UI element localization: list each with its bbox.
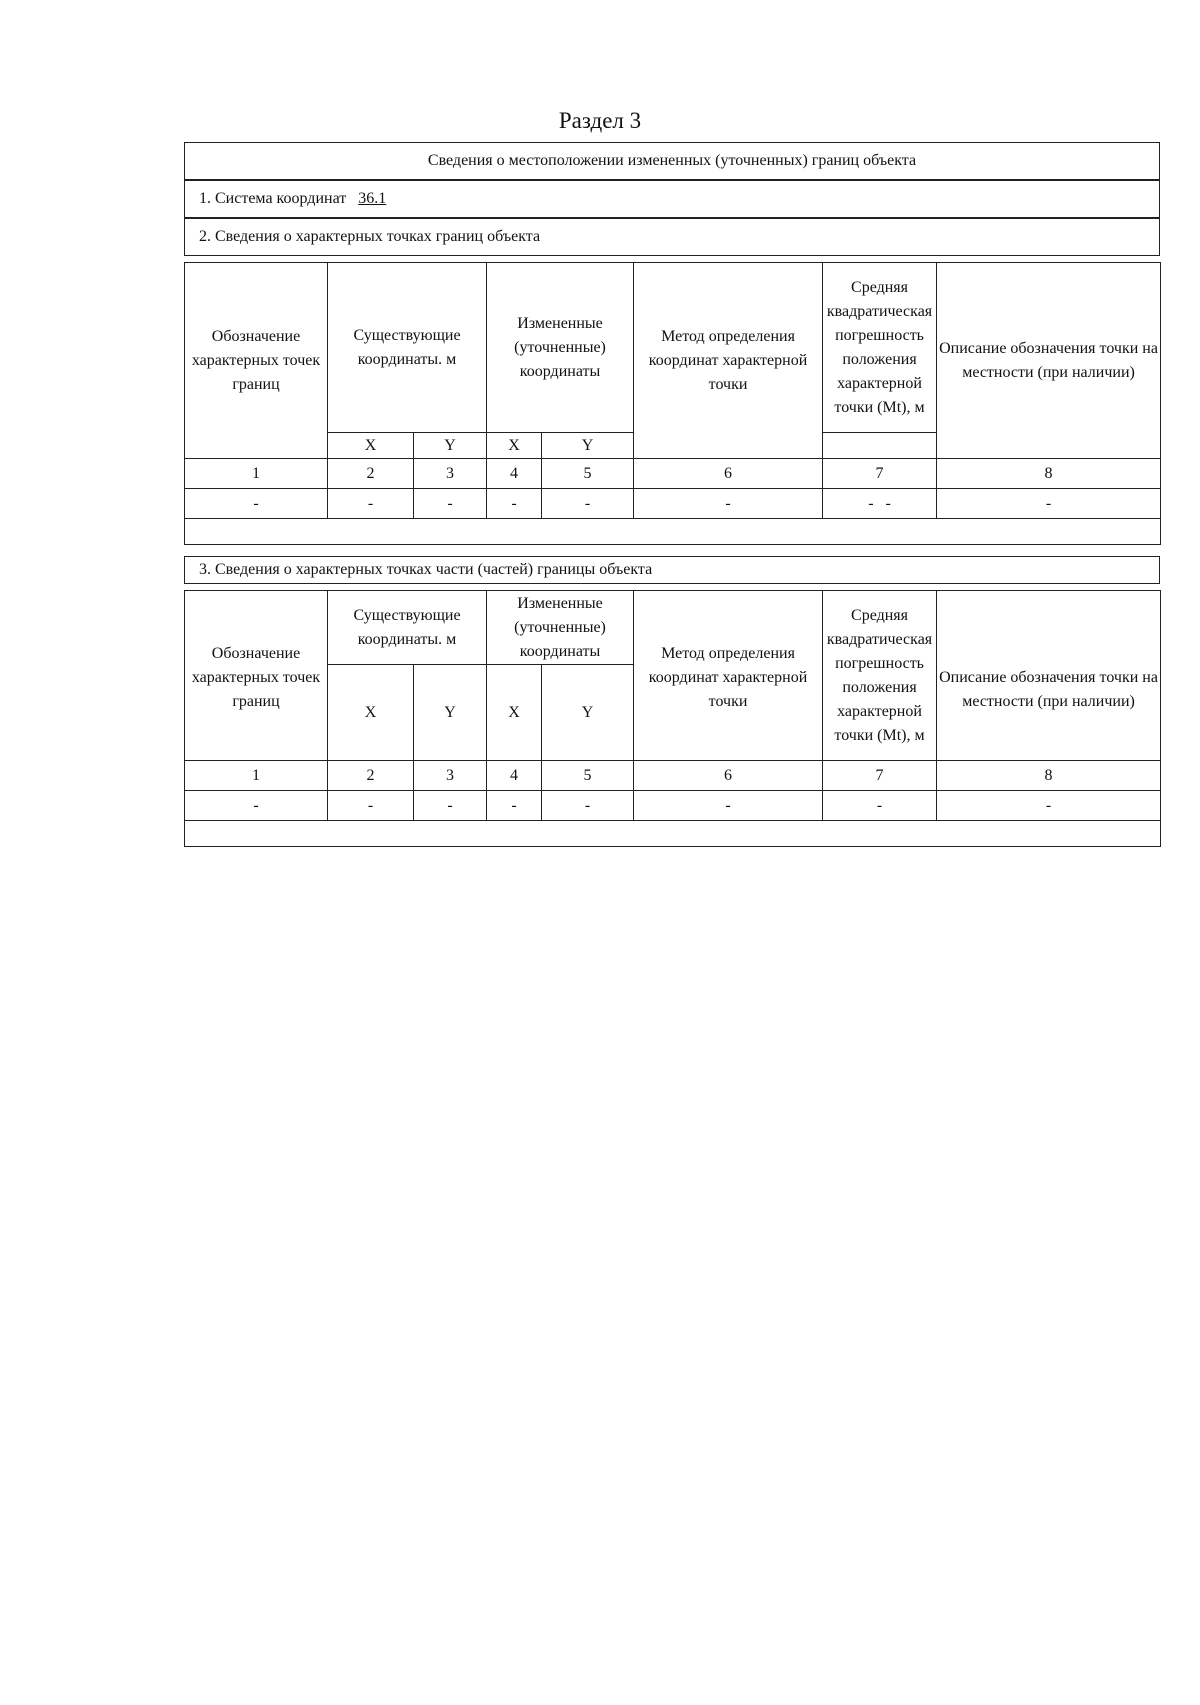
header-existing: Существующие координаты. м bbox=[328, 263, 487, 433]
header-changed: Измененные (уточненные) координаты bbox=[487, 591, 634, 665]
col-num: 6 bbox=[634, 459, 823, 489]
table-empty-row bbox=[185, 821, 1161, 847]
col-num: 2 bbox=[328, 459, 414, 489]
coord-system-label: 1. Система координат bbox=[199, 190, 347, 207]
cell: - bbox=[487, 489, 542, 519]
cell: - bbox=[542, 791, 634, 821]
section-title: Раздел 3 bbox=[558, 108, 642, 133]
column-numbers-row bbox=[185, 761, 1161, 791]
header-existing-x: X bbox=[328, 433, 414, 459]
cell: - bbox=[542, 489, 634, 519]
cell: - bbox=[823, 791, 937, 821]
cell: - bbox=[414, 489, 487, 519]
header-changed-y: Y bbox=[542, 665, 634, 761]
part2-title: 2. Сведения о характерных точках границ объекта bbox=[199, 228, 541, 245]
cell: - bbox=[634, 489, 823, 519]
coord-system-row bbox=[184, 180, 1160, 218]
header-changed: Измененные (уточненные) координаты bbox=[487, 263, 634, 433]
header-existing-x: X bbox=[328, 665, 414, 761]
header-method: Метод определения координат характерной точки bbox=[634, 591, 823, 761]
cell: - bbox=[487, 791, 542, 821]
col-num: 8 bbox=[937, 459, 1161, 489]
header-description: Описание обозначения точки на местности (при наличии) bbox=[937, 263, 1161, 459]
info-header bbox=[184, 142, 1160, 180]
cell: - - bbox=[823, 489, 937, 519]
boundary-points-table bbox=[184, 262, 1161, 545]
col-num: 8 bbox=[937, 761, 1161, 791]
cell: - bbox=[185, 791, 328, 821]
cell: - bbox=[414, 791, 487, 821]
part3-title-row bbox=[184, 556, 1160, 584]
part3-title: 3. Сведения о характерных точках части (частей) границы объекта bbox=[199, 561, 653, 578]
cell: - bbox=[634, 791, 823, 821]
col-num: 6 bbox=[634, 761, 823, 791]
header-existing-y: Y bbox=[414, 665, 487, 761]
header-changed-x: X bbox=[487, 665, 542, 761]
header-changed-x: X bbox=[487, 433, 542, 459]
cell: - bbox=[328, 791, 414, 821]
cell: - bbox=[937, 791, 1161, 821]
col-num: 7 bbox=[823, 761, 937, 791]
header-points: Обозначение характерных точек границ bbox=[185, 263, 328, 459]
col-num: 1 bbox=[185, 761, 328, 791]
cell: - bbox=[937, 489, 1161, 519]
header-existing: Существующие координаты. м bbox=[328, 591, 487, 665]
info-header-text: Сведения о местоположении измененных (уточненных) границ объекта bbox=[427, 152, 917, 169]
header-rms-empty bbox=[823, 433, 937, 459]
table-row bbox=[185, 791, 1161, 821]
coord-system-value: 36.1 bbox=[358, 190, 387, 207]
cell: - bbox=[328, 489, 414, 519]
header-points: Обозначение характерных точек границ bbox=[185, 591, 328, 761]
col-num: 5 bbox=[542, 459, 634, 489]
empty-cell bbox=[185, 519, 1161, 545]
table-row bbox=[185, 489, 1161, 519]
header-rms: Средняя квадратическая погрешность положения характерной точки (Mt), м bbox=[823, 263, 937, 433]
col-num: 1 bbox=[185, 459, 328, 489]
col-num: 2 bbox=[328, 761, 414, 791]
col-num: 4 bbox=[487, 761, 542, 791]
column-numbers-row bbox=[185, 459, 1161, 489]
col-num: 3 bbox=[414, 761, 487, 791]
header-existing-y: Y bbox=[414, 433, 487, 459]
header-method: Метод определения координат характерной точки bbox=[634, 263, 823, 459]
part-points-table bbox=[184, 590, 1161, 847]
part2-title-row bbox=[184, 218, 1160, 256]
header-changed-y: Y bbox=[542, 433, 634, 459]
empty-cell bbox=[185, 821, 1161, 847]
col-num: 7 bbox=[823, 459, 937, 489]
header-rms: Средняя квадратическая погрешность положения характерной точки (Mt), м bbox=[823, 591, 937, 761]
table-empty-row bbox=[185, 519, 1161, 545]
col-num: 4 bbox=[487, 459, 542, 489]
col-num: 5 bbox=[542, 761, 634, 791]
col-num: 3 bbox=[414, 459, 487, 489]
header-description: Описание обозначения точки на местности (при наличии) bbox=[937, 591, 1161, 761]
cell: - bbox=[185, 489, 328, 519]
